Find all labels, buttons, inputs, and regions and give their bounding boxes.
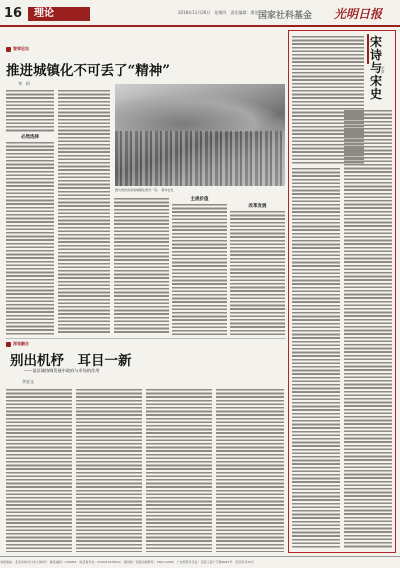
body-text-block: [6, 389, 72, 552]
body-text-block: [172, 204, 227, 335]
body-text-block: [6, 90, 54, 132]
sidebar-text-block: [292, 168, 340, 548]
sidebar-title-text: 宋诗与宋史: [370, 35, 383, 101]
sidebar-title-bar: [367, 34, 369, 64]
column-tag: [6, 46, 29, 52]
article-headline: 别出机杼 耳目一新: [10, 353, 132, 369]
sidebar-text-block: [344, 110, 392, 548]
column-tag-label: 深观融合: [13, 341, 29, 346]
body-text-block: [146, 389, 212, 552]
photo-hill: [115, 92, 285, 132]
photo-city: [115, 131, 285, 186]
body-text-block: [6, 142, 54, 335]
body-text-block: [230, 211, 285, 335]
tag-icon: [6, 47, 11, 52]
sidebar-author: 余 群: [381, 66, 388, 74]
article-photo: [115, 84, 285, 186]
subheading: 必然选择: [6, 134, 54, 140]
article-author: 李安文: [22, 379, 34, 384]
article-subtitle: ——谈区域协调发展中政府与市场的作用: [24, 368, 100, 373]
body-text-block: [76, 389, 142, 552]
body-text-block: [216, 389, 284, 552]
newspaper-logo: 光明日报: [334, 7, 383, 21]
page-header: [0, 0, 400, 26]
issue-meta: 2018年11月26日 星期四 责任编辑：理论: [178, 10, 259, 15]
tag-icon: [6, 342, 11, 347]
page-number: 16: [4, 6, 23, 21]
fund-label: 国家社科基金: [258, 11, 313, 21]
body-text-block: [114, 198, 169, 335]
subheading: 主流价值: [172, 196, 227, 202]
column-tag: [6, 341, 29, 347]
article-headline: 推进城镇化不可丢了“精神”: [6, 63, 171, 79]
photo-caption: 图为贵州省某地城镇化建设一景。 新华社发: [115, 188, 174, 192]
subheading: 改革发展: [230, 203, 285, 209]
section-divider: [6, 338, 286, 339]
article-author: 李 柯: [18, 81, 30, 86]
body-text-block: [58, 90, 110, 335]
section-title: 理论: [34, 8, 54, 19]
column-tag-label: 智库论坛: [13, 46, 29, 51]
page-footer: 本报地址：北京市珠市口东大街5号 邮政编码：100062 电话查号台：(010)67078114 国内统一连续出版物号：CN11-0026 广告经营许可证：京西工商广字第0093号 定价每月33元: [0, 556, 400, 568]
header-rule: [0, 25, 400, 27]
